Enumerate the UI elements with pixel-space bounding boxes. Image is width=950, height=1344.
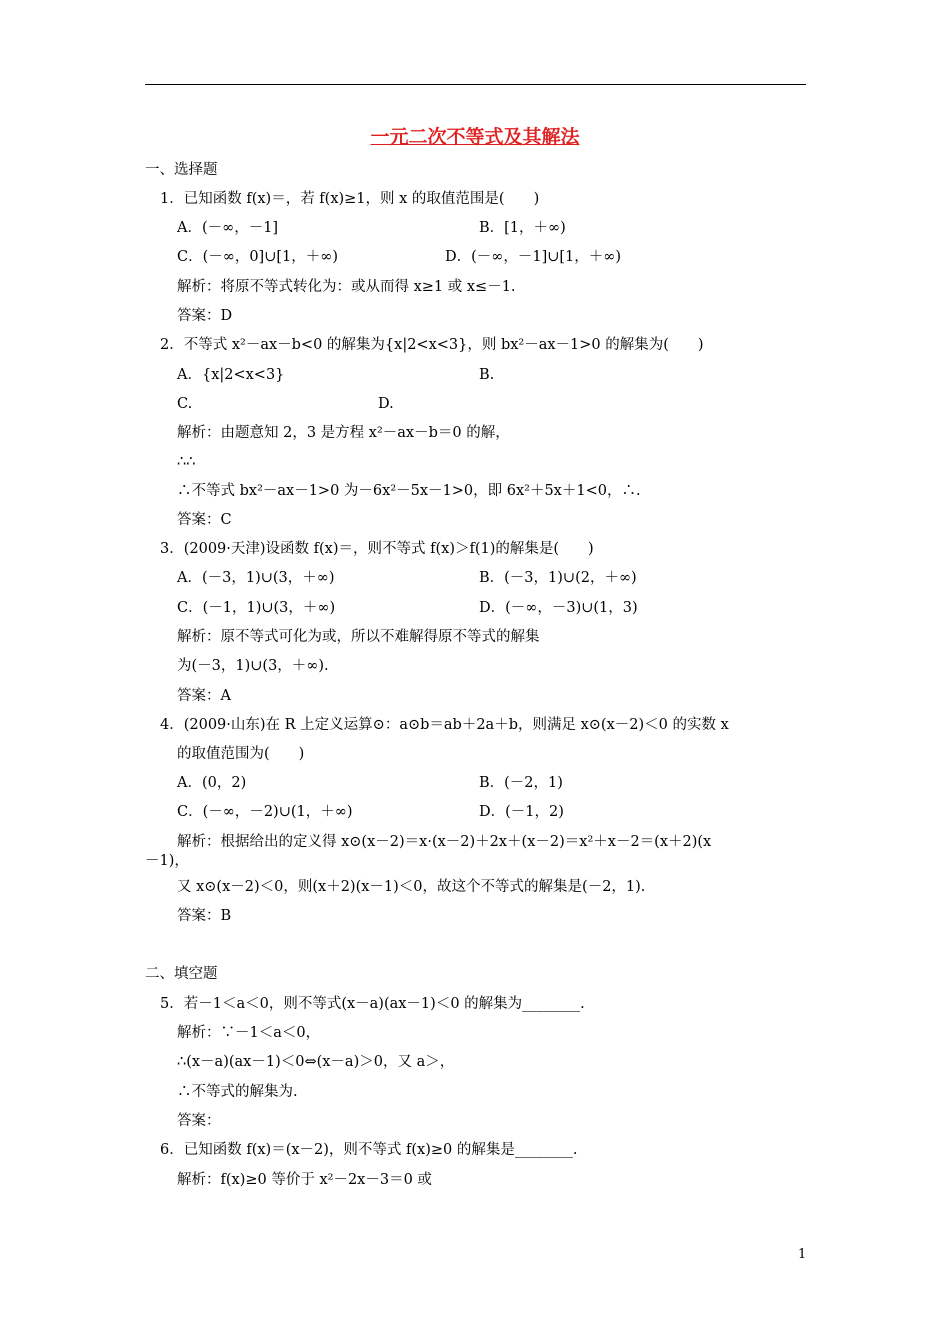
- text-line: 解析：原不等式可化为或，所以不难解得原不等式的解集: [177, 629, 540, 645]
- text-line: －1)，: [145, 853, 189, 869]
- text-line: D．(－∞，－3)∪(1，3): [479, 600, 638, 616]
- text-line: 1．已知函数 f(x)＝，若 f(x)≥1，则 x 的取值范围是( ): [160, 191, 540, 207]
- text-line: A．(－∞，－1]: [177, 220, 279, 236]
- text-line: 二、填空题: [145, 966, 218, 982]
- text-line: D．(－∞，－1]∪[1，＋∞): [445, 249, 622, 265]
- text-line: 的取值范围为( ): [177, 746, 305, 762]
- text-line: 答案：C: [177, 512, 232, 528]
- text-line: 6．已知函数 f(x)＝(x－2)，则不等式 f(x)≥0 的解集是________.: [160, 1142, 578, 1158]
- text-line: 解析：由题意知 2，3 是方程 x²－ax－b＝0 的解，: [177, 425, 510, 441]
- text-line: C．(－1，1)∪(3，＋∞): [177, 600, 336, 616]
- text-line: ∴∴: [177, 454, 196, 470]
- text-line: 答案：D: [177, 308, 233, 324]
- text-line: 一、选择题: [145, 162, 218, 178]
- text-line: ∴不等式 bx²－ax－1>0 为－6x²－5x－1>0，即 6x²＋5x＋1<0，∴.: [177, 483, 641, 499]
- text-line: 解析：f(x)≥0 等价于 x²－2x－3＝0 或: [177, 1172, 432, 1188]
- text-line: 又 x⊙(x－2)＜0，则(x＋2)(x－1)＜0，故这个不等式的解集是(－2，1).: [177, 879, 646, 895]
- text-line: 解析：∵－1＜a＜0，: [177, 1025, 321, 1041]
- text-line: D.: [378, 396, 394, 412]
- text-line: 4．(2009·山东)在 R 上定义运算⊙：a⊙b＝ab＋2a＋b，则满足 x⊙(x－2)＜0 的实数 x: [160, 717, 729, 733]
- text-line: B．[1，＋∞): [479, 220, 566, 236]
- text-line: 3．(2009·天津)设函数 f(x)＝，则不等式 f(x)＞f(1)的解集是( ): [160, 541, 594, 557]
- page-title: 一元二次不等式及其解法: [370, 126, 580, 148]
- text-line: A．{x|2<x<3}: [177, 367, 285, 383]
- text-line: B．(－2，1): [479, 775, 563, 791]
- text-line: 答案：B: [177, 908, 232, 924]
- text-line: 答案：A: [177, 688, 231, 704]
- text-line: ∴(x－a)(ax－1)＜0⇔(x－a)＞0，又 a＞，: [177, 1054, 455, 1070]
- text-line: ∴不等式的解集为.: [177, 1084, 298, 1100]
- text-line: A．(－3，1)∪(3，＋∞): [177, 570, 335, 586]
- text-line: 解析：根据给出的定义得 x⊙(x－2)＝x·(x－2)＋2x＋(x－2)＝x²＋x－2＝(x＋2)(x: [177, 834, 712, 850]
- header-rule: [145, 84, 806, 85]
- page-number: 1: [798, 1247, 807, 1262]
- text-line: C．(－∞，0]∪[1，＋∞): [177, 249, 338, 265]
- text-line: 为(－3，1)∪(3，＋∞).: [177, 658, 329, 674]
- text-line: B.: [479, 367, 495, 383]
- text-line: B．(－3，1)∪(2，＋∞): [479, 570, 637, 586]
- text-line: 答案：: [177, 1113, 221, 1129]
- text-line: C．(－∞，－2)∪(1，＋∞): [177, 804, 353, 820]
- text-line: 解析：将原不等式转化为：或从而得 x≥1 或 x≤－1.: [177, 279, 516, 295]
- text-line: D．(－1，2): [479, 804, 564, 820]
- text-line: 2．不等式 x²－ax－b<0 的解集为{x|2<x<3}，则 bx²－ax－1>0 的解集为( ): [160, 337, 704, 353]
- text-line: A．(0，2): [177, 775, 247, 791]
- text-line: 5．若－1＜a＜0，则不等式(x－a)(ax－1)＜0 的解集为________.: [160, 996, 585, 1012]
- text-line: C.: [177, 396, 193, 412]
